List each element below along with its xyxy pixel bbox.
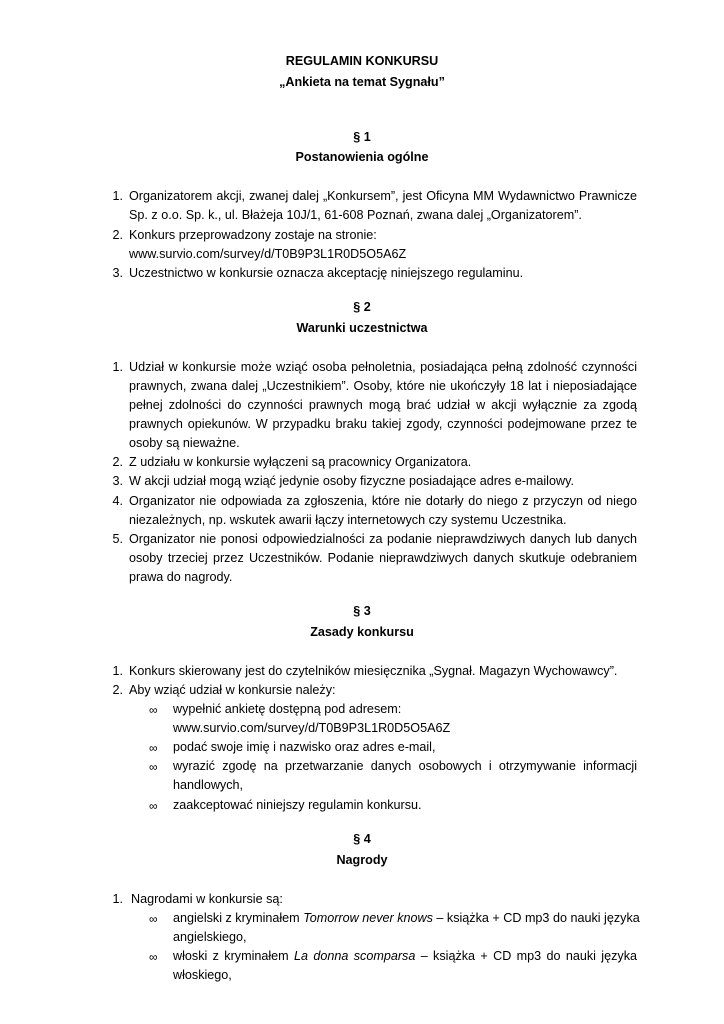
list-item-line: Udział w konkursie może wziąć osoba pełnoletnia, posiadająca pełną zdolność czynności xyxy=(129,360,637,374)
prize-text: – książka + CD mp3 do nauki języka xyxy=(415,949,637,963)
list-number: 1. xyxy=(112,360,123,374)
list-item-line: prawa do nagrody. xyxy=(129,570,233,584)
infinity-bullet-icon: ∞ xyxy=(149,703,158,717)
list-item-line: Organizator nie odpowiada za zgłoszenia, które nie dotarły do niego z przyczyn od niego xyxy=(129,494,637,508)
list-number: 1. xyxy=(112,664,123,678)
bullet-line: wyrazić zgodę na przetwarzanie danych osobowych i otrzymywanie informacji xyxy=(173,759,637,773)
bullet-line: zaakceptować niniejszy regulamin konkursu. xyxy=(173,798,422,812)
survey-url-text: www.survio.com/survey/d/T0B9P3L1R0D5O5A6Z xyxy=(173,721,451,735)
list-number: 4. xyxy=(112,494,123,508)
list-item-line: osoby trzeciej przez Uczestników. Podanie nieprawdziwych danych skutkuje odebraniem xyxy=(129,551,637,565)
document-subtitle: „Ankieta na temat Sygnału” xyxy=(279,75,445,89)
bullet-line: podać swoje imię i nazwisko oraz adres e-mail, xyxy=(173,740,436,754)
infinity-bullet-icon: ∞ xyxy=(149,799,158,813)
list-item-line: Konkurs skierowany jest do czytelników miesięcznika „Sygnał. Magazyn Wychowawcy”. xyxy=(129,664,618,678)
prize-book-title: Tomorrow never knows xyxy=(303,911,433,925)
list-item-line: Uczestnictwo w konkursie oznacza akceptację niniejszego regulaminu. xyxy=(129,266,524,280)
list-item-line: Organizatorem akcji, zwanej dalej „Konkursem”, jest Oficyna MM Wydawnictwo Prawnicze xyxy=(129,189,637,203)
list-item-line: osoby są nieważne. xyxy=(129,436,240,450)
list-item-line: prawnych opiekunów. W przypadku braku takiej zgody, czynności podejmowane przez te xyxy=(129,417,637,431)
list-number: 1. xyxy=(112,892,123,906)
list-item-line: Z udziału w konkursie wyłączeni są pracownicy Organizatora. xyxy=(129,455,472,469)
list-item-line: Konkurs przeprowadzony zostaje na stronie: xyxy=(129,228,377,242)
list-number: 3. xyxy=(112,474,123,488)
prize-line: włoskiego, xyxy=(173,968,232,982)
list-number: 2. xyxy=(112,683,123,697)
section-4-heading: Nagrody xyxy=(336,853,388,867)
section-2-heading: Warunki uczestnictwa xyxy=(296,321,428,335)
list-number: 3. xyxy=(112,266,123,280)
prize-line: angielskiego, xyxy=(173,930,247,944)
prize-book-title: La donna scomparsa xyxy=(294,949,416,963)
bullet-line: wypełnić ankietę dostępną pod adresem: xyxy=(173,702,402,716)
infinity-bullet-icon: ∞ xyxy=(149,912,158,926)
infinity-bullet-icon: ∞ xyxy=(149,950,158,964)
prize-line xyxy=(173,911,640,925)
list-item-line: Aby wziąć udział w konkursie należy: xyxy=(129,683,336,697)
list-item-line: Nagrodami w konkursie są: xyxy=(131,892,283,906)
infinity-bullet-icon: ∞ xyxy=(149,741,158,755)
infinity-bullet-icon: ∞ xyxy=(149,760,158,774)
section-2-sign: § 2 xyxy=(353,300,371,314)
bullet-line: handlowych, xyxy=(173,778,244,792)
list-item-line: Sp. z o.o. Sp. k., ul. Błażeja 10J/1, 61-608 Poznań, zwana dalej „Organizatorem”. xyxy=(129,208,582,222)
survey-url-text: www.survio.com/survey/d/T0B9P3L1R0D5O5A6Z xyxy=(129,247,407,261)
prize-text: angielski z kryminałem xyxy=(173,911,304,925)
list-item-line: niezależnych, np. wskutek awarii łączy internetowych czy systemu Uczestnika. xyxy=(129,513,567,527)
section-3-heading: Zasady konkursu xyxy=(310,625,414,639)
section-1-heading: Postanowienia ogólne xyxy=(295,150,429,164)
prize-text: włoski z kryminałem xyxy=(173,949,295,963)
list-number: 2. xyxy=(112,455,123,469)
section-4-sign: § 4 xyxy=(353,832,371,846)
document-title: REGULAMIN KONKURSU xyxy=(285,54,439,68)
prize-line xyxy=(173,949,637,963)
list-item-line: Organizator nie ponosi odpowiedzialności za podanie nieprawdziwych danych lub danych xyxy=(129,532,637,546)
section-3-sign: § 3 xyxy=(353,604,371,618)
list-item-line: prawnych, zwana dalej „Uczestnikiem”. Osoby, które nie ukończyły 18 lat i nieposiadające xyxy=(129,379,637,393)
section-1-sign: § 1 xyxy=(353,130,371,144)
list-item-line: pełnej zdolności do czynności prawnych mogą brać udział w akcji wyłącznie za zgodą xyxy=(129,398,637,412)
prize-text: – książka + CD mp3 do nauki języka xyxy=(432,911,640,925)
list-number: 1. xyxy=(112,189,123,203)
list-item-line: W akcji udział mogą wziąć jedynie osoby fizyczne posiadające adres e-mailowy. xyxy=(129,474,574,488)
list-number: 2. xyxy=(112,228,123,242)
list-number: 5. xyxy=(112,532,123,546)
